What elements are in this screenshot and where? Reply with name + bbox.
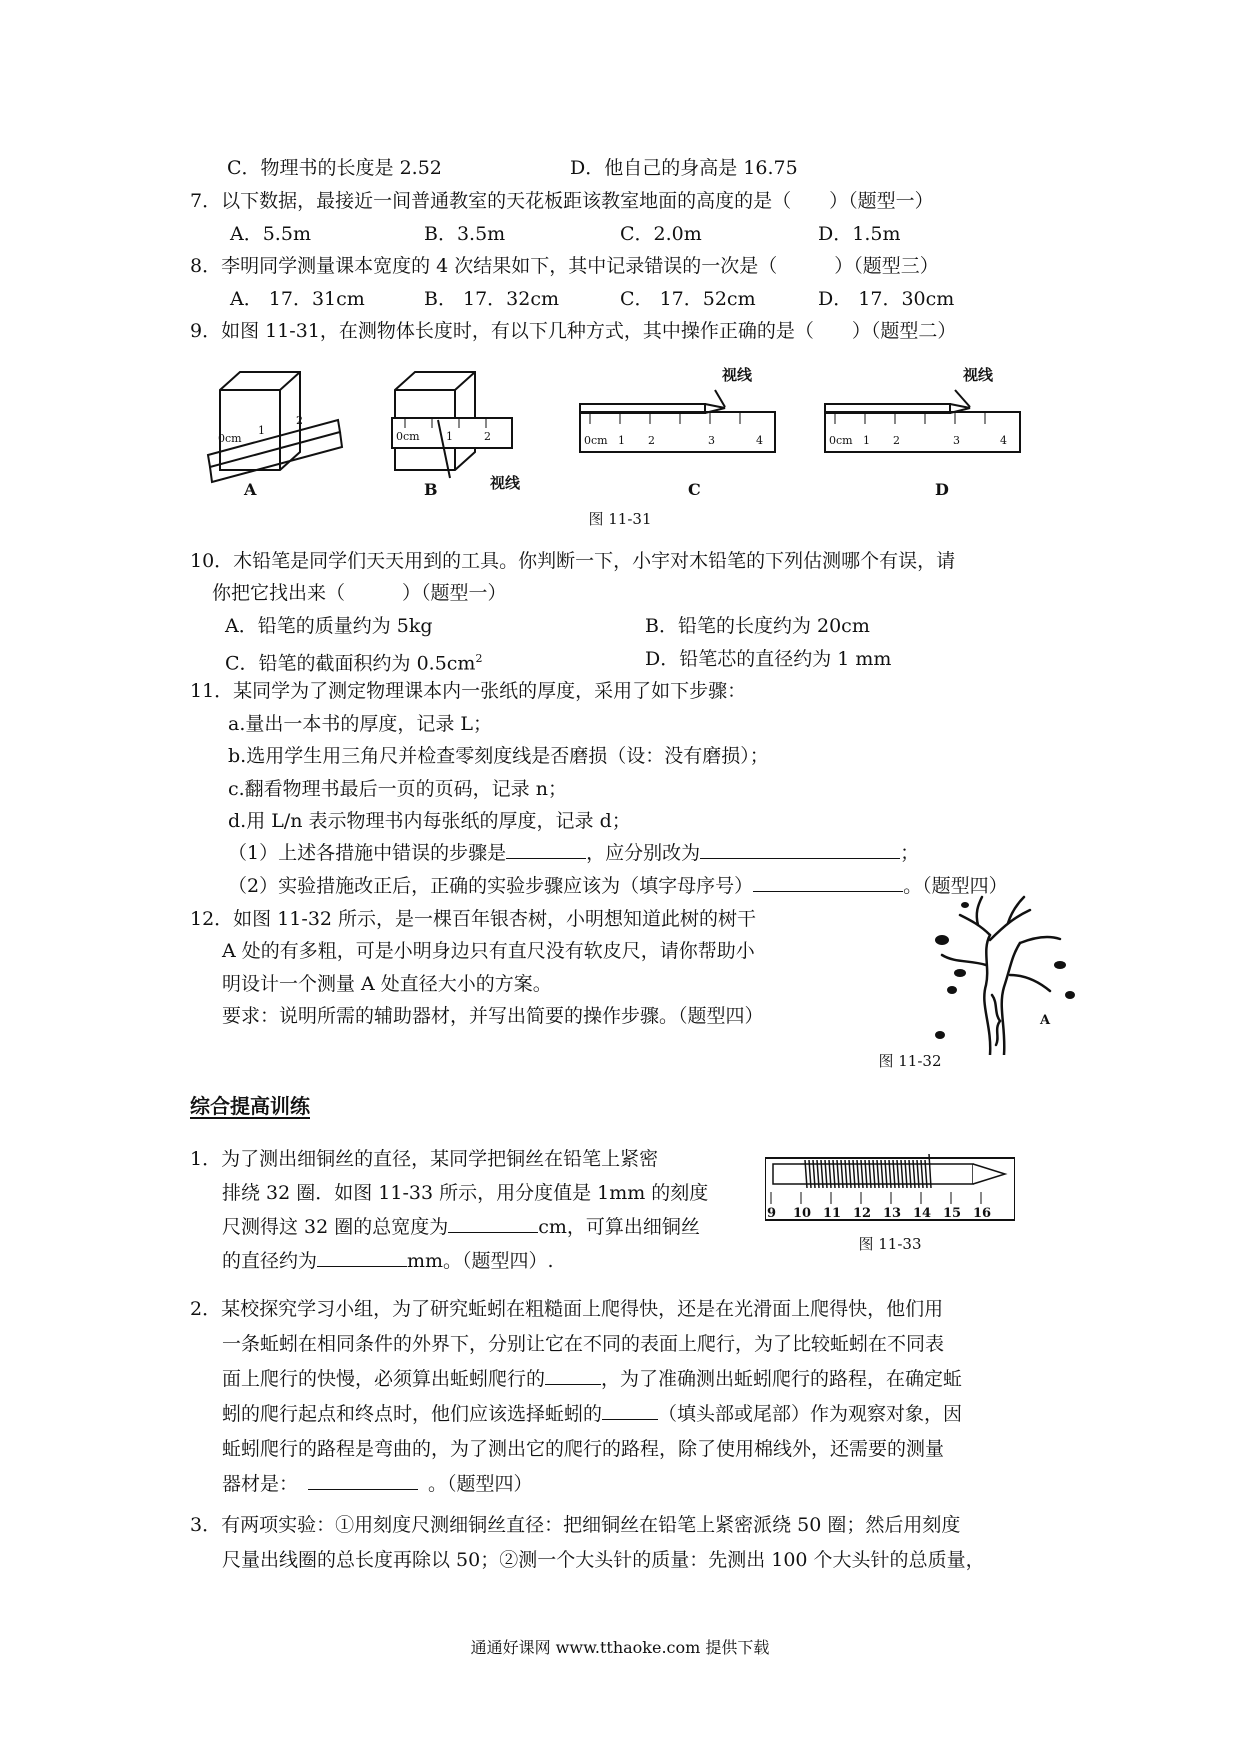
- p1-line2: 排绕 32 圈．如图 11-33 所示，用分度值是 1mm 的刻度: [222, 1182, 709, 1204]
- q11-part1: [228, 840, 919, 866]
- figure-label-a: A: [244, 480, 257, 499]
- q11-part1-mid: ，应分别改为: [586, 842, 701, 864]
- p1-line4: [222, 1245, 554, 1278]
- q10-option-d: D．铅笔芯的直径约为 1 mm: [645, 648, 892, 670]
- q11-part2-prompt: （2）实验措施改正后，正确的实验步骤应该为（填字母序号）: [228, 875, 754, 897]
- figure-11-33-coil: [765, 1150, 1015, 1230]
- q11-part1-prompt: （1）上述各措施中错误的步骤是: [228, 842, 507, 864]
- coil-tick-11: 11: [823, 1206, 842, 1221]
- p3-line2: 尺量出线圈的总长度再除以 50；②测一个大头针的质量：先测出 100 个大头针的总质量，: [222, 1549, 985, 1571]
- q12-line4: 要求：说明所需的辅助器材，并写出简要的操作步骤。（题型四）: [222, 1005, 764, 1027]
- q7-option-c: C．2.0m: [620, 223, 702, 245]
- coil-tick-13: 13: [883, 1206, 902, 1221]
- figure-label-d: D: [935, 480, 949, 499]
- sightline-label-d: 视线: [963, 366, 994, 384]
- figure-11-33-caption: 图 11-33: [858, 1235, 922, 1253]
- p2-line3: [222, 1363, 962, 1396]
- q6-option-c: C．物理书的长度是 2.52: [227, 157, 442, 179]
- p2-line6-end: 。（题型四）: [428, 1473, 533, 1495]
- page-footer: 通通好课网 www.tthaoke.com 提供下载: [470, 1638, 770, 1657]
- q10-option-c-superscript: 2: [475, 652, 483, 665]
- ruler-d-mark-4: 4: [1000, 434, 1007, 447]
- q12-line1: 12．如图 11-32 所示，是一棵百年银杏树，小明想知道此树的树干: [190, 908, 757, 930]
- ruler-c-mark-1: 1: [618, 434, 625, 447]
- p1-line3-prompt: 尺测得这 32 圈的总宽度为: [222, 1216, 449, 1238]
- q10-option-c: [225, 646, 482, 676]
- p1-line3-end: cm，可算出细铜丝: [538, 1216, 700, 1238]
- q11-correction-blank[interactable]: [700, 840, 900, 859]
- p1-line1: 1．为了测出细铜丝的直径，某同学把铜丝在铅笔上紧密: [190, 1148, 659, 1170]
- p2-line3-prompt: 面上爬行的快慢，必须算出蚯蚓爬行的: [222, 1368, 546, 1390]
- q11-order-blank[interactable]: [753, 873, 903, 892]
- q7-option-b: B．3.5m: [424, 223, 506, 245]
- p1-total-width-blank[interactable]: [448, 1214, 538, 1233]
- figure-11-32-caption: 图 11-32: [878, 1052, 942, 1070]
- p2-line4-prompt: 蚓的爬行起点和终点时，他们应该选择蚯蚓的: [222, 1403, 603, 1425]
- q7-option-a: A．5.5m: [230, 223, 311, 245]
- ruler-d-mark-3: 3: [953, 434, 960, 447]
- q11-step-c: c.翻看物理书最后一页的页码，记录 n；: [228, 778, 567, 800]
- q7-option-d: D．1.5m: [818, 223, 901, 245]
- coil-tick-14: 14: [913, 1206, 932, 1221]
- ruler-b-mark-2: 2: [484, 430, 491, 443]
- q8-option-b: B． 17．32cm: [424, 288, 560, 310]
- ruler-c-mark-0: 0cm: [584, 434, 608, 447]
- ruler-a-mark-2: 2: [296, 414, 303, 427]
- ruler-b-mark-0: 0cm: [396, 430, 420, 443]
- p2-line1: 2．某校探究学习小组，为了研究蚯蚓在粗糙面上爬得快，还是在光滑面上爬得快，他们用: [190, 1298, 944, 1320]
- ruler-c-mark-4: 4: [756, 434, 763, 447]
- p3-line1: 3．有两项实验：①用刻度尺测细铜丝直径：把细铜丝在铅笔上紧密派绕 50 圈；然后用刻度: [190, 1514, 961, 1536]
- tree-point-a-label: A: [1040, 1013, 1051, 1028]
- p2-head-tail-blank[interactable]: [602, 1401, 658, 1420]
- q11-part2: [228, 873, 1008, 899]
- q11-wrong-step-blank[interactable]: [506, 840, 586, 859]
- coil-tick-9: 9: [767, 1206, 777, 1221]
- q11-step-b: b.选用学生用三角尺并检查零刻度线是否磨损（设：没有磨损）；: [228, 745, 769, 767]
- ruler-a-mark-1: 1: [258, 424, 265, 437]
- sightline-label-b: 视线: [490, 474, 521, 492]
- q11-part1-end: ；: [900, 842, 920, 864]
- ruler-d-mark-1: 1: [863, 434, 870, 447]
- p1-line3: [222, 1211, 700, 1244]
- figure-11-31-caption: 图 11-31: [588, 510, 652, 528]
- q10-option-a: A．铅笔的质量约为 5kg: [225, 615, 433, 637]
- p1-diameter-blank[interactable]: [317, 1248, 407, 1267]
- section-title-comprehensive-training: 综合提高训练: [190, 1094, 310, 1118]
- q12-line3: 明设计一个测量 A 处直径大小的方案。: [222, 973, 552, 995]
- ruler-c-mark-3: 3: [708, 434, 715, 447]
- q8-option-c: C． 17．52cm: [620, 288, 756, 310]
- p2-quantity-blank[interactable]: [545, 1366, 601, 1385]
- p1-line4-end: mm。（题型四）.: [407, 1250, 554, 1272]
- figure-label-c: C: [688, 480, 701, 499]
- p2-instrument-blank[interactable]: [308, 1471, 418, 1490]
- p2-line4: [222, 1398, 962, 1431]
- q11-step-a: a.量出一本书的厚度，记录 L；: [228, 713, 493, 735]
- coil-tick-15: 15: [943, 1206, 962, 1221]
- figure-label-b: B: [424, 480, 438, 499]
- q10-stem-line1: 10．木铅笔是同学们天天用到的工具。你判断一下，小宇对木铅笔的下列估测哪个有误，请: [190, 550, 956, 572]
- ruler-b-mark-1: 1: [446, 430, 453, 443]
- q11-stem: 11．某同学为了测定物理课本内一张纸的厚度，采用了如下步骤：: [190, 680, 747, 702]
- q8-stem: 8．李明同学测量课本宽度的 4 次结果如下，其中记录错误的一次是（ ）（题型三）: [190, 255, 939, 277]
- p1-line4-prompt: 的直径约为: [222, 1250, 318, 1272]
- q10-option-c-text: C．铅笔的截面积约为 0.5cm: [225, 652, 476, 675]
- q8-option-d: D． 17．30cm: [818, 288, 955, 310]
- ruler-a-mark-0: 0cm: [218, 432, 242, 445]
- p2-line2: 一条蚯蚓在相同条件的外界下，分别让它在不同的表面上爬行，为了比较蚯蚓在不同表: [222, 1333, 945, 1355]
- q8-option-a: A． 17．31cm: [230, 288, 365, 310]
- ruler-c-mark-2: 2: [648, 434, 655, 447]
- q7-stem: 7．以下数据，最接近一间普通教室的天花板距该教室地面的高度的是（ ）（题型一）: [190, 190, 934, 212]
- coil-tick-12: 12: [853, 1206, 872, 1221]
- q6-option-d: D．他自己的身高是 16.75: [570, 157, 798, 179]
- p2-line5: 蚯蚓爬行的路程是弯曲的，为了测出它的爬行的路程，除了使用棉线外，还需要的测量: [222, 1438, 945, 1460]
- p2-line3-end: ，为了准确测出蚯蚓爬行的路程，在确定蚯: [601, 1368, 963, 1390]
- q11-part2-end: 。（题型四）: [903, 875, 1008, 897]
- ruler-d-mark-2: 2: [893, 434, 900, 447]
- figure-11-32-tree: [920, 895, 1080, 1055]
- ruler-d-mark-0: 0cm: [829, 434, 853, 447]
- q10-option-b: B．铅笔的长度约为 20cm: [645, 615, 870, 637]
- ginkgo-tree-drawing: [920, 895, 1080, 1055]
- p2-line6-prompt: 器材是：: [222, 1473, 299, 1495]
- coil-tick-10: 10: [793, 1206, 812, 1221]
- q10-stem-line2: 你把它找出来（ ）（题型一）: [212, 582, 507, 604]
- p2-line4-end: （填头部或尾部）作为观察对象，因: [658, 1403, 963, 1425]
- q9-stem: 9．如图 11-31，在测物体长度时，有以下几种方式，其中操作正确的是（ ）（题型二）: [190, 320, 957, 342]
- q11-step-d: d.用 L/n 表示物理书内每张纸的厚度，记录 d；: [228, 810, 631, 832]
- coil-tick-16: 16: [973, 1206, 992, 1221]
- p2-line6: [222, 1468, 533, 1501]
- q12-line2: A 处的有多粗，可是小明身边只有直尺没有软皮尺，请你帮助小: [222, 940, 755, 962]
- sightline-label-c: 视线: [722, 366, 753, 384]
